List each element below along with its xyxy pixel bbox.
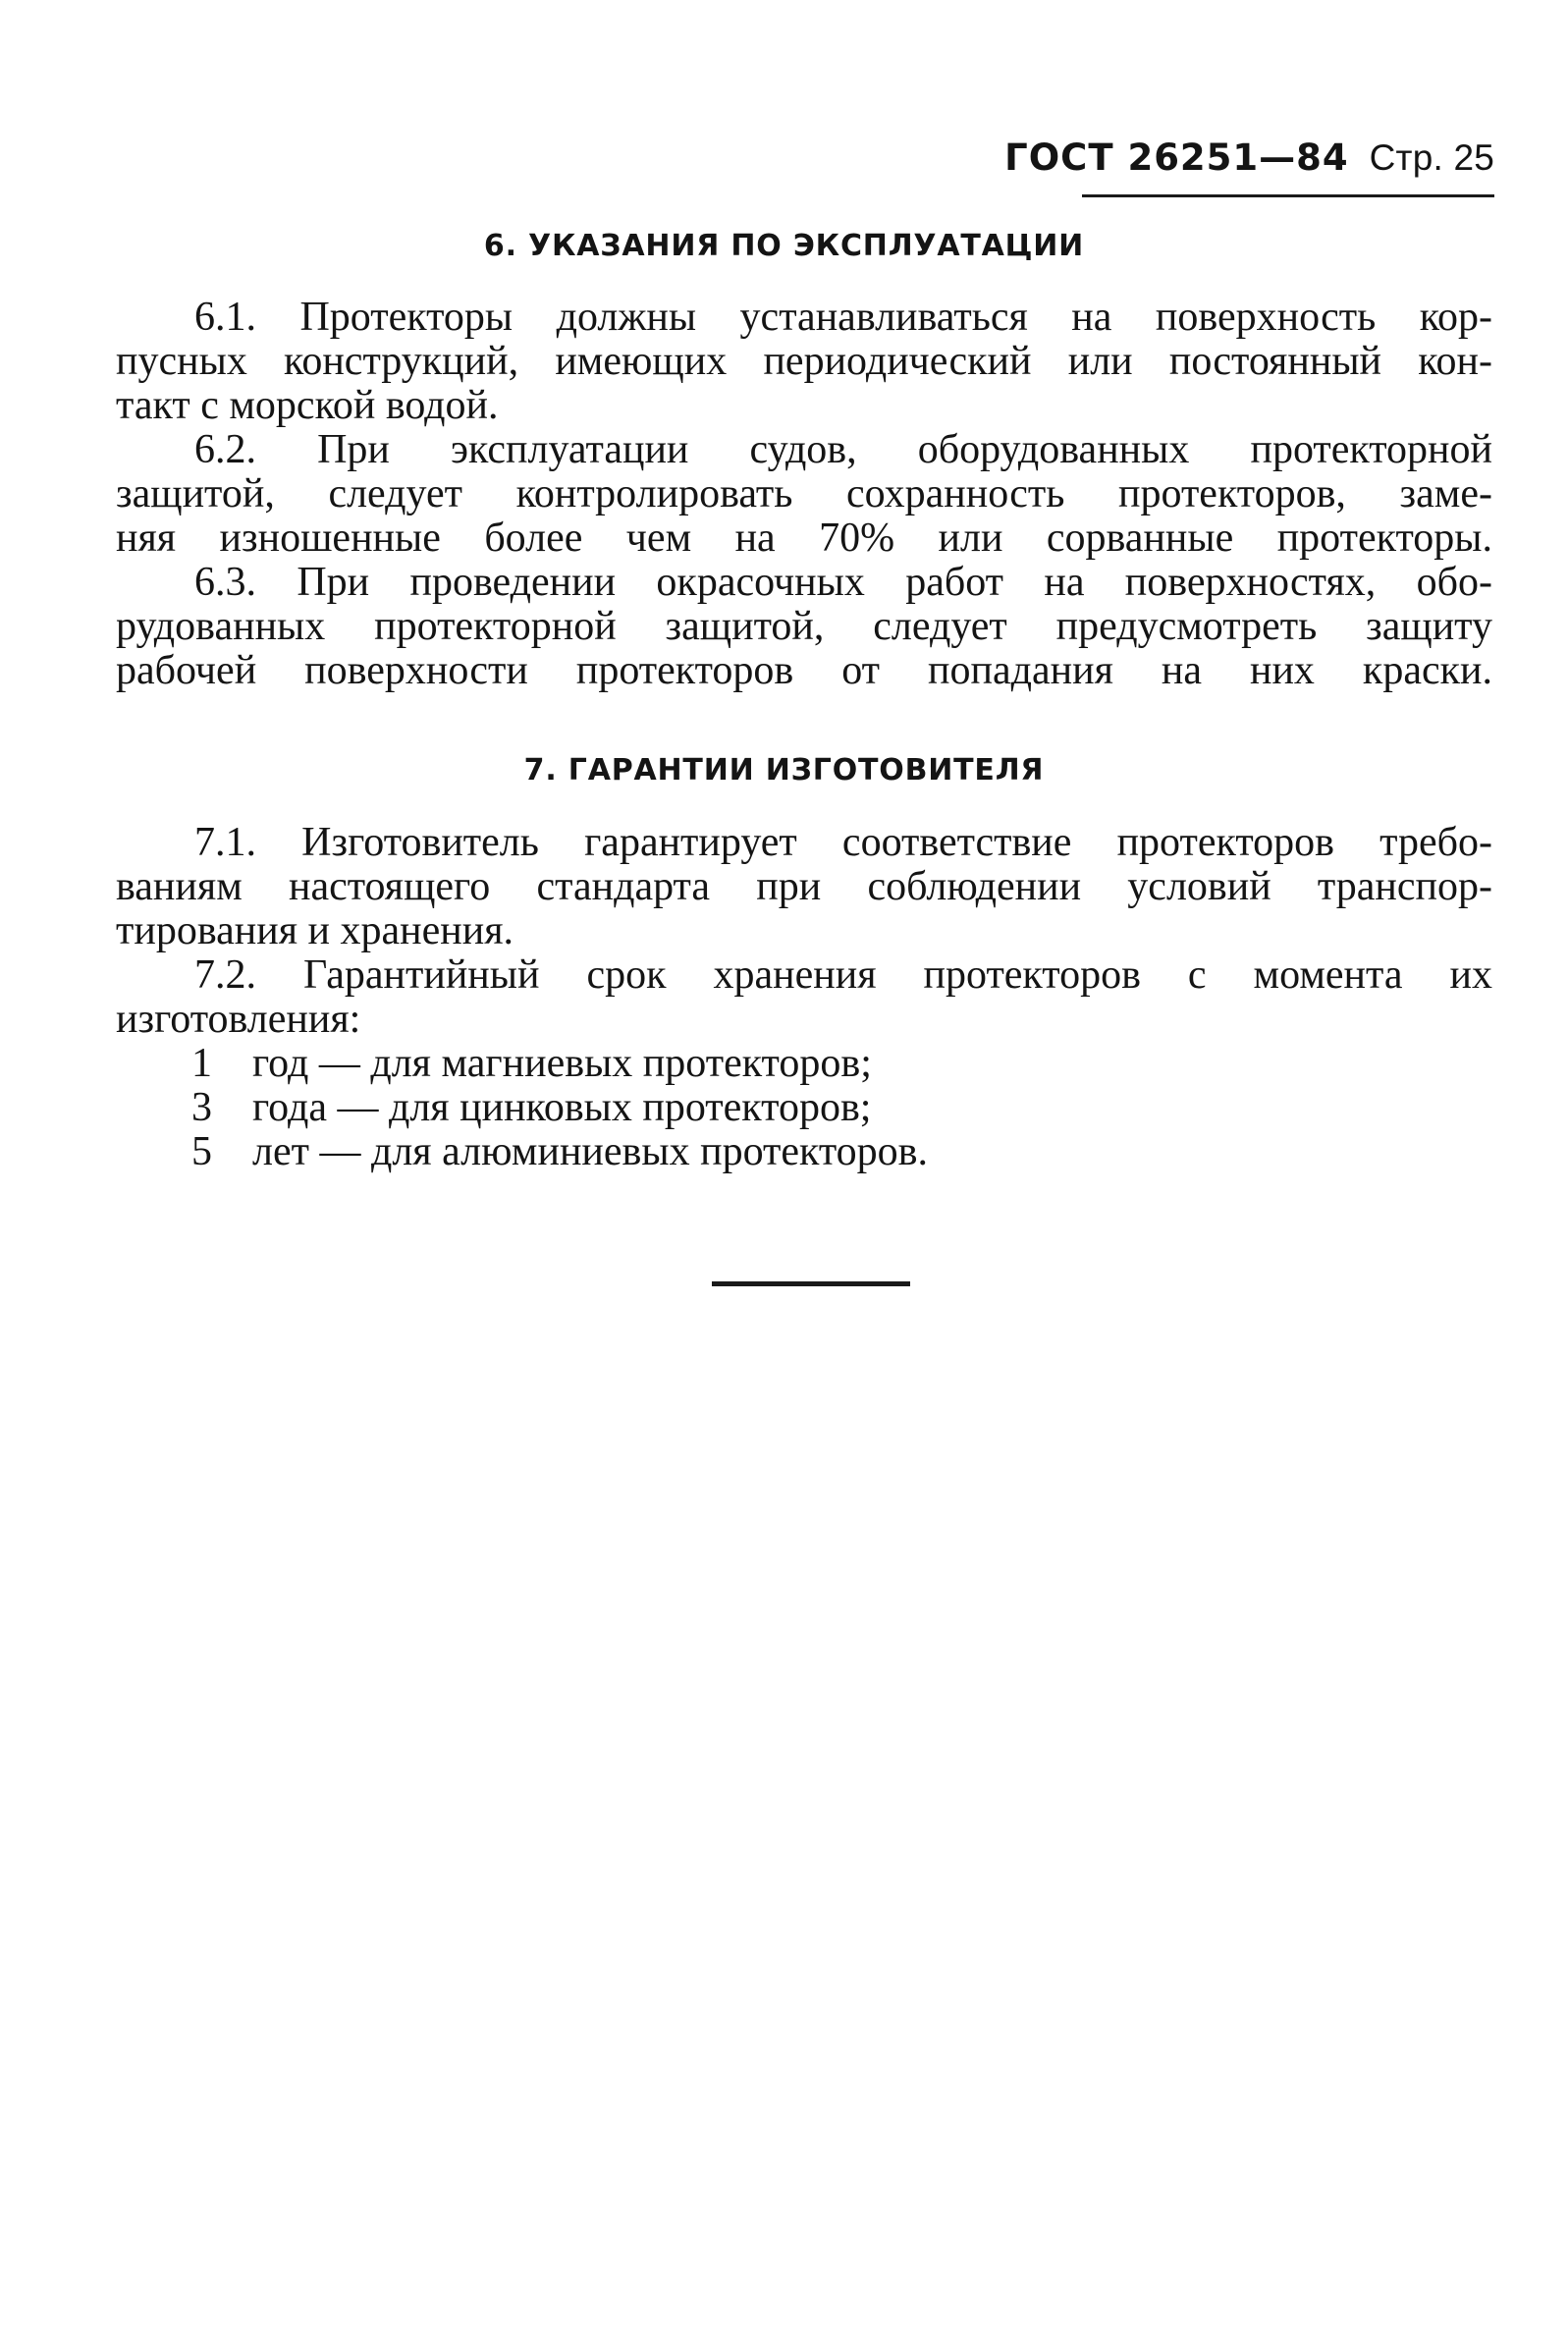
paragraph-line: рудованных протекторной защитой, следует предусмотреть защиту (116, 604, 1492, 649)
list-item-text: года — для цинковых протекторов; (252, 1085, 872, 1130)
list-item-number: 5 (191, 1129, 212, 1174)
page-header (982, 136, 1494, 214)
paragraph-line: 6.3. При проведении окрасочных работ на поверхностях, обо- (194, 560, 1492, 605)
section-7-heading: 7. ГАРАНТИИ ИЗГОТОВИТЕЛЯ (523, 753, 1045, 787)
section-6-heading: 6. УКАЗАНИЯ ПО ЭКСПЛУАТАЦИИ (483, 229, 1085, 263)
paragraph-line: ваниям настоящего стандарта при соблюдении условий транспор- (116, 864, 1492, 909)
paragraph-line: рабочей поверхности протекторов от попадания на них краски. (116, 648, 1492, 693)
end-divider (712, 1281, 910, 1286)
list-item-text: лет — для алюминиевых протекторов. (252, 1129, 928, 1174)
paragraph-line: такт с морской водой. (116, 383, 499, 428)
paragraph-6-3 (116, 561, 1492, 693)
list-item (191, 1130, 928, 1174)
list-item (191, 1042, 928, 1086)
paragraph-line: няя изношенные более чем на 70% или сорванные протекторы. (116, 516, 1492, 561)
paragraph-line: 6.1. Протекторы должны устанавливаться на поверхность кор- (194, 295, 1492, 340)
header-divider (1082, 194, 1494, 197)
paragraph-line: 6.2. При эксплуатации судов, оборудованных протекторной (194, 427, 1492, 472)
header-text (1004, 136, 1494, 181)
paragraph-line: пусных конструкций, имеющих периодический или постоянный кон- (116, 339, 1492, 384)
paragraph-line: изготовления: (116, 997, 361, 1042)
paragraph-line: 7.2. Гарантийный срок хранения протекторов с момента их (194, 952, 1492, 998)
paragraph-line: тирования и хранения. (116, 908, 514, 953)
paragraph-7-1 (116, 821, 1492, 953)
list-item-text: год — для магниевых протекторов; (252, 1041, 872, 1086)
page-number: Стр. 25 (1369, 137, 1494, 178)
paragraph-7-2 (116, 953, 1492, 1042)
list-item-number: 1 (191, 1041, 212, 1086)
warranty-period-list (191, 1042, 928, 1174)
paragraph-line: защитой, следует контролировать сохранность протекторов, заме- (116, 471, 1492, 516)
paragraph-line: 7.1. Изготовитель гарантирует соответствие протекторов требо- (194, 820, 1492, 865)
standard-number: ГОСТ 26251—84 (1004, 136, 1349, 179)
paragraph-6-2 (116, 428, 1492, 561)
list-item-number: 3 (191, 1085, 212, 1130)
paragraph-6-1 (116, 296, 1492, 428)
list-item (191, 1086, 928, 1130)
